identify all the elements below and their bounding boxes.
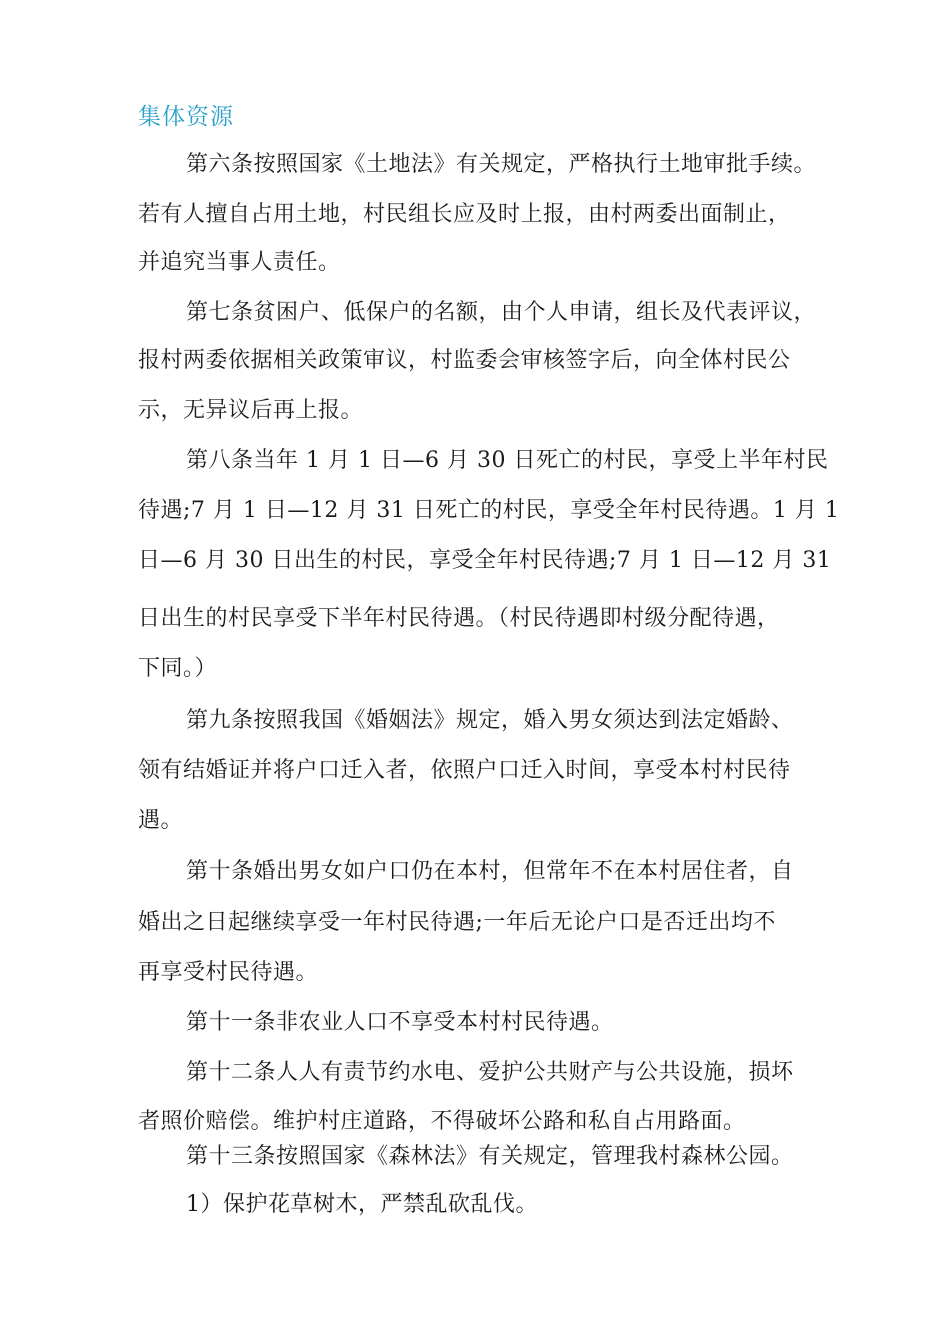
text-line: 若有人擅自占用土地，村民组长应及时上报，由村两委出面制止，	[138, 202, 791, 227]
text-line: 示，无异议后再上报。	[138, 398, 364, 423]
text-line: 遇。	[138, 808, 184, 833]
text-line: 婚出之日起继续享受一年村民待遇;一年后无论户口是否迁出均不	[138, 910, 776, 935]
text-line: 1）保护花草树木，严禁乱砍乱伐。	[186, 1192, 538, 1217]
text-line: 下同。）	[138, 656, 218, 681]
text-line: 第七条贫困户、低保户的名额，由个人申请，组长及代表评议，	[186, 300, 817, 325]
text-line: 第十二条人人有责节约水电、爱护公共财产与公共设施，损坏	[186, 1060, 794, 1085]
text-line: 者照价赔偿。维护村庄道路，不得破坏公路和私自占用路面。	[138, 1109, 746, 1134]
text-line: 第九条按照我国《婚姻法》规定，婚入男女须达到法定婚龄、	[186, 708, 794, 733]
text-line: 第十三条按照国家《森林法》有关规定，管理我村森林公园。	[186, 1144, 794, 1169]
text-line: 第八条当年 1 月 1 日—6 月 30 日死亡的村民，享受上半年村民	[186, 448, 829, 473]
text-line: 并追究当事人责任。	[138, 250, 341, 275]
text-line: 报村两委依据相关政策审议，村监委会审核签字后，向全体村民公	[138, 348, 791, 373]
text-line: 待遇;7 月 1 日—12 月 31 日死亡的村民，享受全年村民待遇。1 月 1	[138, 498, 840, 523]
text-line: 日出生的村民享受下半年村民待遇。（村民待遇即村级分配待遇，	[138, 606, 780, 631]
text-line: 领有结婚证并将户口迁入者，依照户口迁入时间，享受本村村民待	[138, 758, 791, 783]
text-line: 第六条按照国家《土地法》有关规定，严格执行土地审批手续。	[186, 152, 817, 177]
section-heading: 集体资源	[138, 104, 234, 130]
text-line: 日—6 月 30 日出生的村民，享受全年村民待遇;7 月 1 日—12 月 31	[138, 548, 832, 573]
text-line: 再享受村民待遇。	[138, 960, 319, 985]
text-line: 第十条婚出男女如户口仍在本村，但常年不在本村居住者，自	[186, 859, 794, 884]
text-line: 第十一条非农业人口不享受本村村民待遇。	[186, 1010, 614, 1035]
